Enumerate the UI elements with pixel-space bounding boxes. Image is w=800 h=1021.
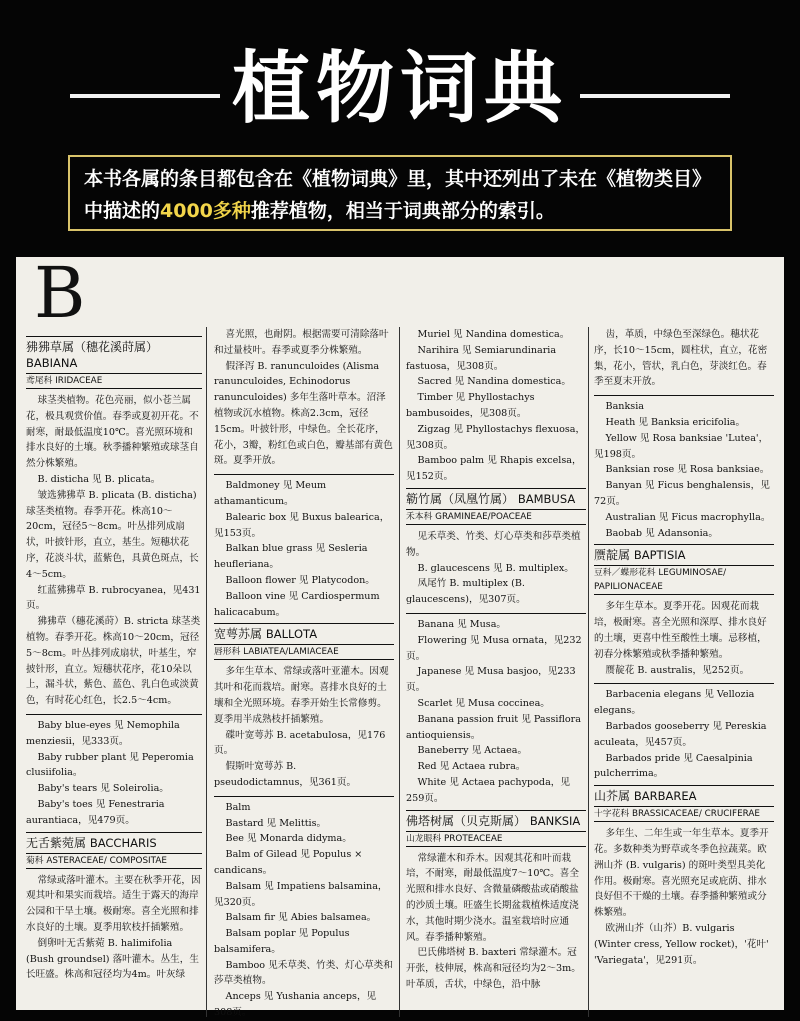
family-label: 鸢尾科 IRIDACEAE <box>26 373 202 389</box>
dictionary-entry: Balearic box 见 Buxus balearica，见153页。 <box>214 511 390 539</box>
genus-chinese-name: 佛塔树属（贝克斯属） <box>406 813 527 828</box>
dictionary-entry: B. glaucescens 见 B. multiplex。 <box>417 562 574 574</box>
genus-latin-name: BARBAREA <box>633 789 697 804</box>
dictionary-entry: Balsam poplar 见 Populus balsamifera。 <box>214 928 350 955</box>
dictionary-entry: Baby blue-eyes 见 Nemophila menziesii，见333页。 <box>26 719 180 747</box>
genus-heading <box>26 336 202 371</box>
dictionary-entry: Anceps 见 Yushania anceps，见308页。 <box>214 991 377 1019</box>
column-divider <box>206 327 207 1017</box>
genus-heading <box>26 832 202 851</box>
dictionary-entry: 喜光照，也耐阴。根据需要可清除落叶和过量枝叶。春季或夏季分株繁殖。 <box>214 329 389 356</box>
dictionary-entry: 倒卵叶无舌紫菀 B. halimifolia (Bush groundsel) 落叶灌木。丛生，生长旺盛。株高和冠径均为4m。叶灰绿 <box>26 937 199 981</box>
dictionary-entry: Flowering 见 Musa ornata，见232页。 <box>406 634 582 662</box>
dictionary-entry: Barbados pride 见 Caesalpinia pulcherrima。 <box>594 752 753 780</box>
genus-chinese-name: 簕竹属（凤凰竹属） <box>406 491 515 506</box>
dictionary-entry: Banana passion fruit 见 Passiflora antioquiensis。 <box>406 713 581 741</box>
dictionary-entry: Bee 见 Monarda didyma。 <box>225 833 352 845</box>
genus-latin-name: BANKSIA <box>529 813 581 828</box>
dictionary-column-4 <box>594 327 774 968</box>
dictionary-entry: Banana 见 Musa。 <box>417 618 507 630</box>
dictionary-entry: Baldmoney 见 Meum athamanticum。 <box>214 480 327 507</box>
dictionary-entry: 碟叶宽萼苏 B. acetabulosa，见176页。 <box>214 729 386 757</box>
intro-text-part2: 推荐植物，相当于词典部分的索引。 <box>250 200 555 222</box>
dictionary-entry: Bamboo 见禾草类、竹类、灯心草类和莎草类植物。 <box>214 959 393 987</box>
dictionary-entry: Baobab 见 Adansonia。 <box>605 527 718 539</box>
dictionary-entry: 多年生、二年生或一年生草本。夏季开花。多数种类为野草或冬季色拉蔬菜。欧洲山芥 (B. vulgaris) 的斑叶类型具美化作用。极耐寒。喜光照充足或庇荫、排水良好但不干燥的土壤。春季播种繁殖或分株繁殖。 <box>594 828 769 919</box>
genus-heading <box>594 544 774 563</box>
dictionary-entry: Red 见 Actaea rubra。 <box>417 761 526 773</box>
dictionary-entry: 赝靛花 B. australis，见252页。 <box>605 664 750 676</box>
genus-latin-name: BACCHARIS <box>89 835 157 850</box>
dictionary-entry: 常绿灌木和乔木。因观其花和叶而栽培，不耐寒，耐最低温度7～10℃。喜全光照和排水良好、含微量磷酸盐或硝酸盐的沙质土壤。旺盛生长期盆栽植株适度浇水，其他时期少浇水。温室栽培时应通风。春季播种繁殖。 <box>406 852 579 943</box>
dictionary-entry: Barbacenia elegans 见 Vellozia elegans。 <box>594 689 755 717</box>
genus-heading <box>406 488 586 507</box>
dictionary-entry: 巴氏佛塔树 B. baxteri 常绿灌木。冠开张，枝伸展，株高和冠径均为2～3m。叶革质，舌状，中绿色，沿中脉 <box>406 947 581 990</box>
dictionary-entry: Baby's tears 见 Soleirolia。 <box>37 783 169 795</box>
genus-chinese-name: 无舌紫菀属 <box>26 835 87 850</box>
dictionary-entry: Heath 见 Banksia ericifolia。 <box>605 416 746 428</box>
genus-latin-name: BABIANA <box>26 356 78 370</box>
dictionary-entry: Banksia <box>605 401 644 413</box>
column-divider <box>399 327 400 1017</box>
dictionary-entry: 常绿或落叶灌木。主要在秋季开花，因观其叶和果实而栽培。适生于露天的海岸公园和干旱土壤。极耐寒。喜全光照和排水良好的土壤。夏季用软枝扦插繁殖。 <box>26 874 201 933</box>
section-letter: B <box>34 252 86 334</box>
genus-chinese-name: 宽萼苏属 <box>214 627 263 642</box>
dictionary-entry: Balloon vine 见 Cardiospermum halicacabum。 <box>214 590 380 618</box>
dictionary-entry: 齿，革质，中绿色至深绿色。穗状花序，长10～15cm，圆柱状，直立，花密集，花小，管状，乳白色，芽淡红色。春季至夏末开放。 <box>594 329 768 388</box>
genus-heading <box>214 623 394 642</box>
entry-divider <box>594 395 774 396</box>
dictionary-entry: Balm of Gilead 见 Populus × candicans。 <box>214 849 363 876</box>
dictionary-entry: 欧洲山芥（山芥）B. vulgaris (Winter cress, Yellow rocket)，'花叶' 'Variegata'，见291页。 <box>594 922 769 966</box>
dictionary-entry: Baneberry 见 Actaea。 <box>417 745 528 757</box>
dictionary-entry: 假泽泻 B. ranunculoides (Alisma ranunculoides, Echinodorus ranunculoides) 多年生落叶草本。沼泽植物或沉水植物。株高2.3cm，冠径15cm。叶披针形，中绿色。全长花序，花小，3瓣，粉红色或白色，瓣基部有黄色斑。夏季开放。 <box>214 360 393 467</box>
dictionary-column-2 <box>214 327 394 1021</box>
dictionary-entry: Scarlet 见 Musa coccinea。 <box>417 697 550 709</box>
dictionary-column-3 <box>406 327 586 993</box>
intro-highlight: 4000多种 <box>160 200 251 222</box>
dictionary-entry: 皱选狒狒草 B. plicata (B. disticha) 球茎类植物。春季开花。株高10～20cm，冠径5～8cm。叶丛排列成扇状，叶披针形，直立，基生。短穗状花序，花淡斗状，蓝紫色，具黄色斑点，长4～5cm。 <box>26 489 199 580</box>
genus-heading <box>406 810 586 829</box>
family-label: 十字花科 BRASSICACEAE/ CRUCIFERAE <box>594 806 774 822</box>
dictionary-page <box>16 252 784 1019</box>
dictionary-entry: 狒狒草（穗花溪莳）B. stricta 球茎类植物。春季开花。株高10～20cm，冠径5～8cm。叶丛排列成扇状，叶基生，窄披针形，直立。短穗状花序，花10朵以上，漏斗状，紫色、蓝色、乳白色或淡黄色，有时花心红色，长2.5～4cm。 <box>26 616 201 707</box>
page-title: 植物词典 <box>231 44 568 134</box>
entry-divider <box>214 796 394 797</box>
dictionary-entry: Sacred 见 Nandina domestica。 <box>417 376 571 388</box>
intro-box <box>68 155 732 231</box>
entry-divider <box>214 474 394 475</box>
dictionary-entry: Barbados gooseberry 见 Pereskia aculeata，见457页。 <box>594 720 767 748</box>
family-label: 山龙眼科 PROTEACEAE <box>406 831 586 847</box>
family-label: 菊科 ASTERACEAE/ COMPOSITAE <box>26 853 202 869</box>
genus-chinese-name: 狒狒草属（穗花溪莳属） <box>26 340 159 354</box>
genus-latin-name: BAMBUSA <box>517 491 576 506</box>
dictionary-entry: Balloon flower 见 Platycodon。 <box>225 574 375 586</box>
column-divider <box>588 327 589 1017</box>
dictionary-entry: Yellow 见 Rosa banksiae 'Lutea'，见198页。 <box>594 432 769 460</box>
dictionary-entry: White 见 Actaea pachypoda，见259页。 <box>406 776 570 804</box>
genus-heading <box>594 785 774 804</box>
dictionary-entry: 见禾草类、竹类、灯心草类和莎草类植物。 <box>406 530 581 558</box>
genus-chinese-name: 山芥属 <box>594 789 631 804</box>
entry-divider <box>406 613 586 614</box>
genus-latin-name: BALLOTA <box>265 627 318 642</box>
dictionary-entry: Baby rubber plant 见 Peperomia clusiifolia。 <box>26 751 194 779</box>
dictionary-column-1 <box>26 333 202 983</box>
dictionary-entry: 多年生草本、常绿或落叶亚灌木。因观其叶和花而栽培。耐寒。喜排水良好的土壤和全光照环境。春季开始生长常修剪。夏季用半成熟枝扦插繁殖。 <box>214 666 389 725</box>
dictionary-entry: Narihira 见 Semiarundinaria fastuosa，见308页。 <box>406 344 557 372</box>
family-label: 禾本科 GRAMINEAE/POACEAE <box>406 509 586 525</box>
entry-divider <box>594 683 774 684</box>
dictionary-entry: 假斯叶宽萼苏 B. pseudodictamnus，见361页。 <box>214 761 357 788</box>
dictionary-entry: B. disticha 见 B. plicata。 <box>37 473 161 485</box>
dictionary-entry: Muriel 见 Nandina domestica。 <box>417 329 570 340</box>
entry-divider <box>26 714 202 715</box>
family-label: 豆科／蝶形花科 LEGUMINOSAE/ PAPILIONACEAE <box>594 565 774 595</box>
dictionary-entry: Balsam fir 见 Abies balsamea。 <box>225 912 377 924</box>
dictionary-entry: 红蓝狒狒草 B. rubrocyanea，见431页。 <box>26 584 201 612</box>
dictionary-entry: 球茎类植物。花色亮丽，似小苍兰属花，极具观赏价值。春季或夏初开花。不耐寒，耐最低温度10℃。喜光照环境和排水良好的土壤。秋季播种繁殖或球茎自然分株繁殖。 <box>26 395 199 470</box>
dictionary-entry: Bamboo palm 见 Rhapis excelsa，见152页。 <box>406 455 582 483</box>
hero-header <box>0 0 800 150</box>
dictionary-entry: Japanese 见 Musa basjoo，见233页。 <box>406 666 576 694</box>
family-label: 唇形科 LABIATEA/LAMIACEAE <box>214 644 394 660</box>
genus-latin-name: BAPTISIA <box>633 548 686 563</box>
dictionary-entry: Zigzag 见 Phyllostachys flexuosa，见308页。 <box>406 423 586 451</box>
dictionary-entry: Baby's toes 见 Fenestraria aurantiaca，见479页。 <box>26 798 165 826</box>
dictionary-entry: Banksian rose 见 Rosa banksiae。 <box>605 464 770 476</box>
dictionary-entry: Banyan 见 Ficus benghalensis，见72页。 <box>594 480 770 507</box>
dictionary-entry: Balsam 见 Impatiens balsamina，见320页。 <box>214 880 388 908</box>
genus-chinese-name: 赝靛属 <box>594 548 631 563</box>
dictionary-entry: Australian 见 Ficus macrophylla。 <box>605 511 771 523</box>
dictionary-entry: Balkan blue grass 见 Sesleria heufleriana。 <box>214 543 368 571</box>
dictionary-entry: Balm <box>225 801 251 813</box>
intro-text-part1: 本书各属的条目都包含在《植物词典》里，其中还列出了未在《植物类目》中描述的 <box>84 168 712 222</box>
dictionary-entry: Bastard 见 Melittis。 <box>225 817 327 829</box>
dictionary-entry: Timber 见 Phyllostachys bambusoides，见308页。 <box>406 392 535 419</box>
dictionary-entry: 凤尾竹 B. multiplex (B. glaucescens)，见307页。 <box>406 578 526 606</box>
dictionary-entry: 多年生草本。夏季开花。因观花而栽培，极耐寒。喜全光照和深厚、排水良好的土壤，更喜中性至酸性土壤。忌移植，初春分株繁殖或秋季播种繁殖。 <box>594 601 767 660</box>
